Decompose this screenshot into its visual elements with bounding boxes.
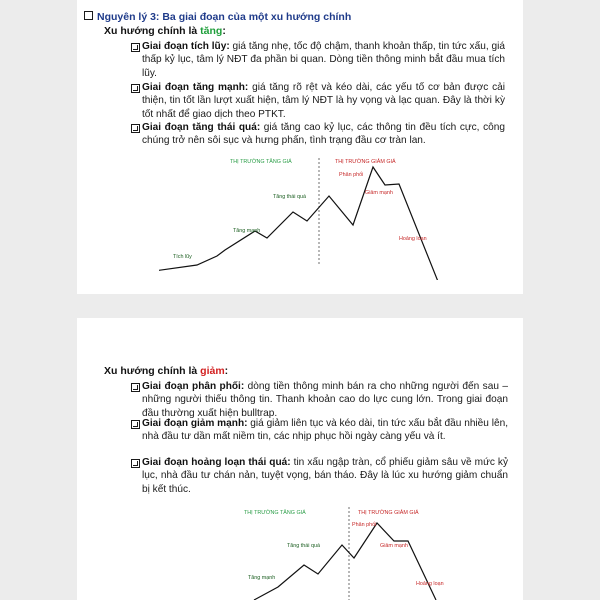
subheading-uptrend [104,25,226,38]
distribution-label: Phân phối [339,172,364,178]
item-title: Giai đoạn tăng mạnh: [142,82,249,93]
item-text: giá tăng nhẹ, tốc độ chậm, thanh khoản thấp, tin tức xấu, giá thấp kỷ lục, tâm lý NĐT đa phần bi quan. Dòng tiền thông minh bắt đầu mua tích lũy. [142,41,505,79]
market-down-label-2: THỊ TRƯỜNG GIẢM GIÁ [358,510,419,516]
item-title: Giai đoạn tích lũy: [142,41,230,52]
markup-label-2: Tăng mạnh [248,575,276,581]
market-cycle-diagram-2 [154,501,462,600]
square-bullet-icon [84,11,93,20]
subheading-prefix: Xu hướng chính là [104,25,201,37]
panic-label-2: Hoảng loạn [416,581,444,587]
subheading-downtrend [104,365,228,378]
market-up-label-2: THỊ TRƯỜNG TĂNG GIÁ [244,510,306,516]
excess-label: Tăng thái quá [273,194,306,200]
checkbox-bullet-icon [131,383,140,392]
markdown-label-2: Giảm mạnh [380,543,408,549]
item-title: Giai đoạn giảm mạnh: [142,418,248,429]
price-cycle-line [159,167,455,280]
excess-label-2: Tăng thái quá [287,543,320,549]
list-item-accumulation [142,40,505,80]
checkbox-bullet-icon [131,124,140,133]
heading-text: Nguyên lý 3: Ba giai đoạn của một xu hướng chính [97,11,352,23]
markdown-label: Giảm mạnh [365,190,393,196]
checkbox-bullet-icon [131,43,140,52]
item-title: Giai đoạn phân phối: [142,381,245,392]
item-text: giá giảm liên tục và kéo dài, tin tức xấu bắt đầu nhiều lên, nhà đầu tư dần mất niềm tin, các nhịp phục hồi ngày càng yếu và ít. [142,418,508,443]
checkbox-bullet-icon [131,420,140,429]
subheading-keyword-down: giảm [200,365,225,377]
subheading-keyword-up: tăng [200,25,223,37]
document-page-1 [77,0,523,294]
item-text: tin xấu ngập tràn, cổ phiếu giảm sâu về mức kỷ lục, nhà đầu tư chán nản, tuyệt vọng, bán tháo. Đây là lúc xu hướng giảm chuẩn bị kết thúc. [142,457,508,495]
market-down-label: THỊ TRƯỜNG GIẢM GIÁ [335,159,396,165]
item-text: giá tăng rõ rệt và kéo dài, các yếu tố cơ bản được cải thiện, tin tốt lần lượt xuất hiện, tâm lý NĐT là hy vọng và lạc quan. Đây là thời kỳ tốt nhất để giao dịch theo PTKT. [142,82,505,120]
list-item-markdown [142,417,508,444]
price-cycle-line-2 [254,523,436,600]
item-title: Giai đoạn tăng thái quá: [142,122,261,133]
item-text: dòng tiền thông minh bán ra cho những người đến sau – những người thiếu thông tin. Thanh khoản cao do lực cung lớn. Trong giai đoạn đầu thường xuất hiện bulltrap. [142,381,508,419]
accumulation-label: Tích lũy [173,254,192,260]
checkbox-bullet-icon [131,459,140,468]
list-item-panic [142,456,508,496]
checkbox-bullet-icon [131,84,140,93]
item-text: giá tăng cao kỷ lục, các thông tin đều tích cực, công chúng trở nên sôi sục và hưng phấn, tình trạng đầu cơ tràn lan. [142,122,505,147]
document-page-2 [77,318,523,600]
subheading-suffix: : [224,365,229,377]
subheading-prefix: Xu hướng chính là [104,365,201,377]
list-item-markup [142,81,505,121]
list-item-distribution [142,380,508,420]
item-title: Giai đoạn hoảng loạn thái quá: [142,457,291,468]
list-item-excess [142,121,505,148]
section-heading [84,11,514,24]
market-up-label: THỊ TRƯỜNG TĂNG GIÁ [230,159,292,165]
market-cycle-diagram [159,152,455,280]
subheading-suffix: : [222,25,226,37]
cycle-line-svg [159,152,455,280]
distribution-label-2: Phân phối [352,522,377,528]
markup-label: Tăng mạnh [233,228,261,234]
panic-label: Hoảng loạn [399,236,427,242]
